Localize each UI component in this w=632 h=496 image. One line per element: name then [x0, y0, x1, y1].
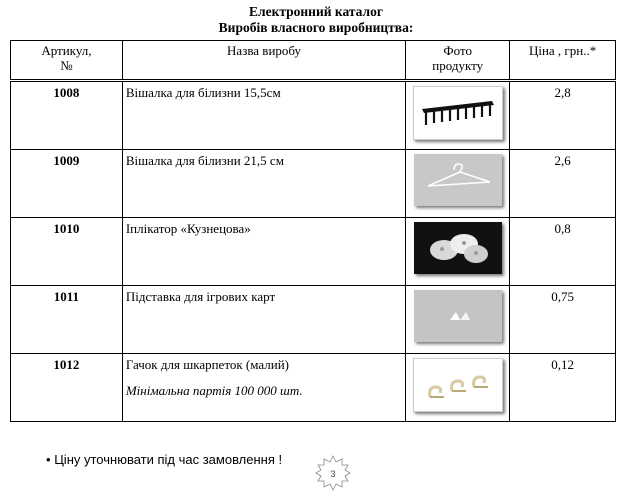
table-row — [11, 286, 616, 354]
article-cell: 1012 — [11, 354, 123, 422]
article-cell: 1009 — [11, 150, 123, 218]
price-cell: 2,8 — [510, 81, 616, 150]
starburst-icon — [315, 455, 351, 491]
photo-cell — [406, 81, 510, 150]
page-number: 3 — [330, 469, 336, 479]
product-name-cell: Іплікатор «Кузнецова» — [122, 218, 405, 286]
product-name: Гачок для шкарпеток (малий) — [125, 357, 289, 372]
price-cell: 0,75 — [510, 286, 616, 354]
price-cell: 0,12 — [510, 354, 616, 422]
product-name-cell: Вішалка для білизни 15,5см — [122, 81, 405, 150]
hanger-icon — [414, 154, 502, 206]
bullet-icon: • — [46, 452, 51, 467]
product-table — [10, 40, 616, 422]
column-header-photo: Фото продукту — [406, 41, 510, 81]
table-row — [11, 354, 616, 422]
page-number-badge — [315, 455, 351, 491]
photo-cell — [406, 354, 510, 422]
price-cell: 2,6 — [510, 150, 616, 218]
column-header-price: Ціна , грн..* — [510, 41, 616, 81]
article-cell: 1011 — [11, 286, 123, 354]
product-name-cell: Підставка для ігрових карт — [122, 286, 405, 354]
column-header-name: Назва виробу — [122, 41, 405, 81]
table-row — [11, 218, 616, 286]
card-stand-icon — [414, 290, 502, 342]
photo-cell — [406, 218, 510, 286]
table-row — [11, 81, 616, 150]
column-header-article: Артикул, № — [11, 41, 123, 81]
article-cell: 1010 — [11, 218, 123, 286]
table-header-row — [11, 41, 616, 81]
minimum-order-note: Мінімальна партія 100 000 шт. — [125, 383, 303, 398]
price-footnote: • Ціну уточнювати під час замовлення ! — [46, 452, 283, 467]
photo-cell — [406, 286, 510, 354]
applicator-icon — [414, 222, 502, 274]
product-name-cell: Вішалка для білизни 21,5 см — [122, 150, 405, 218]
article-cell: 1008 — [11, 81, 123, 150]
sock-hook-icon — [413, 358, 503, 412]
price-cell: 0,8 — [510, 218, 616, 286]
table-row — [11, 150, 616, 218]
product-name-cell — [122, 354, 405, 422]
catalog-subtitle: Виробів власного виробництва: — [218, 20, 414, 35]
photo-cell — [406, 150, 510, 218]
catalog-title: Електронний каталог — [249, 4, 383, 19]
hanger-rack-icon — [413, 86, 503, 140]
